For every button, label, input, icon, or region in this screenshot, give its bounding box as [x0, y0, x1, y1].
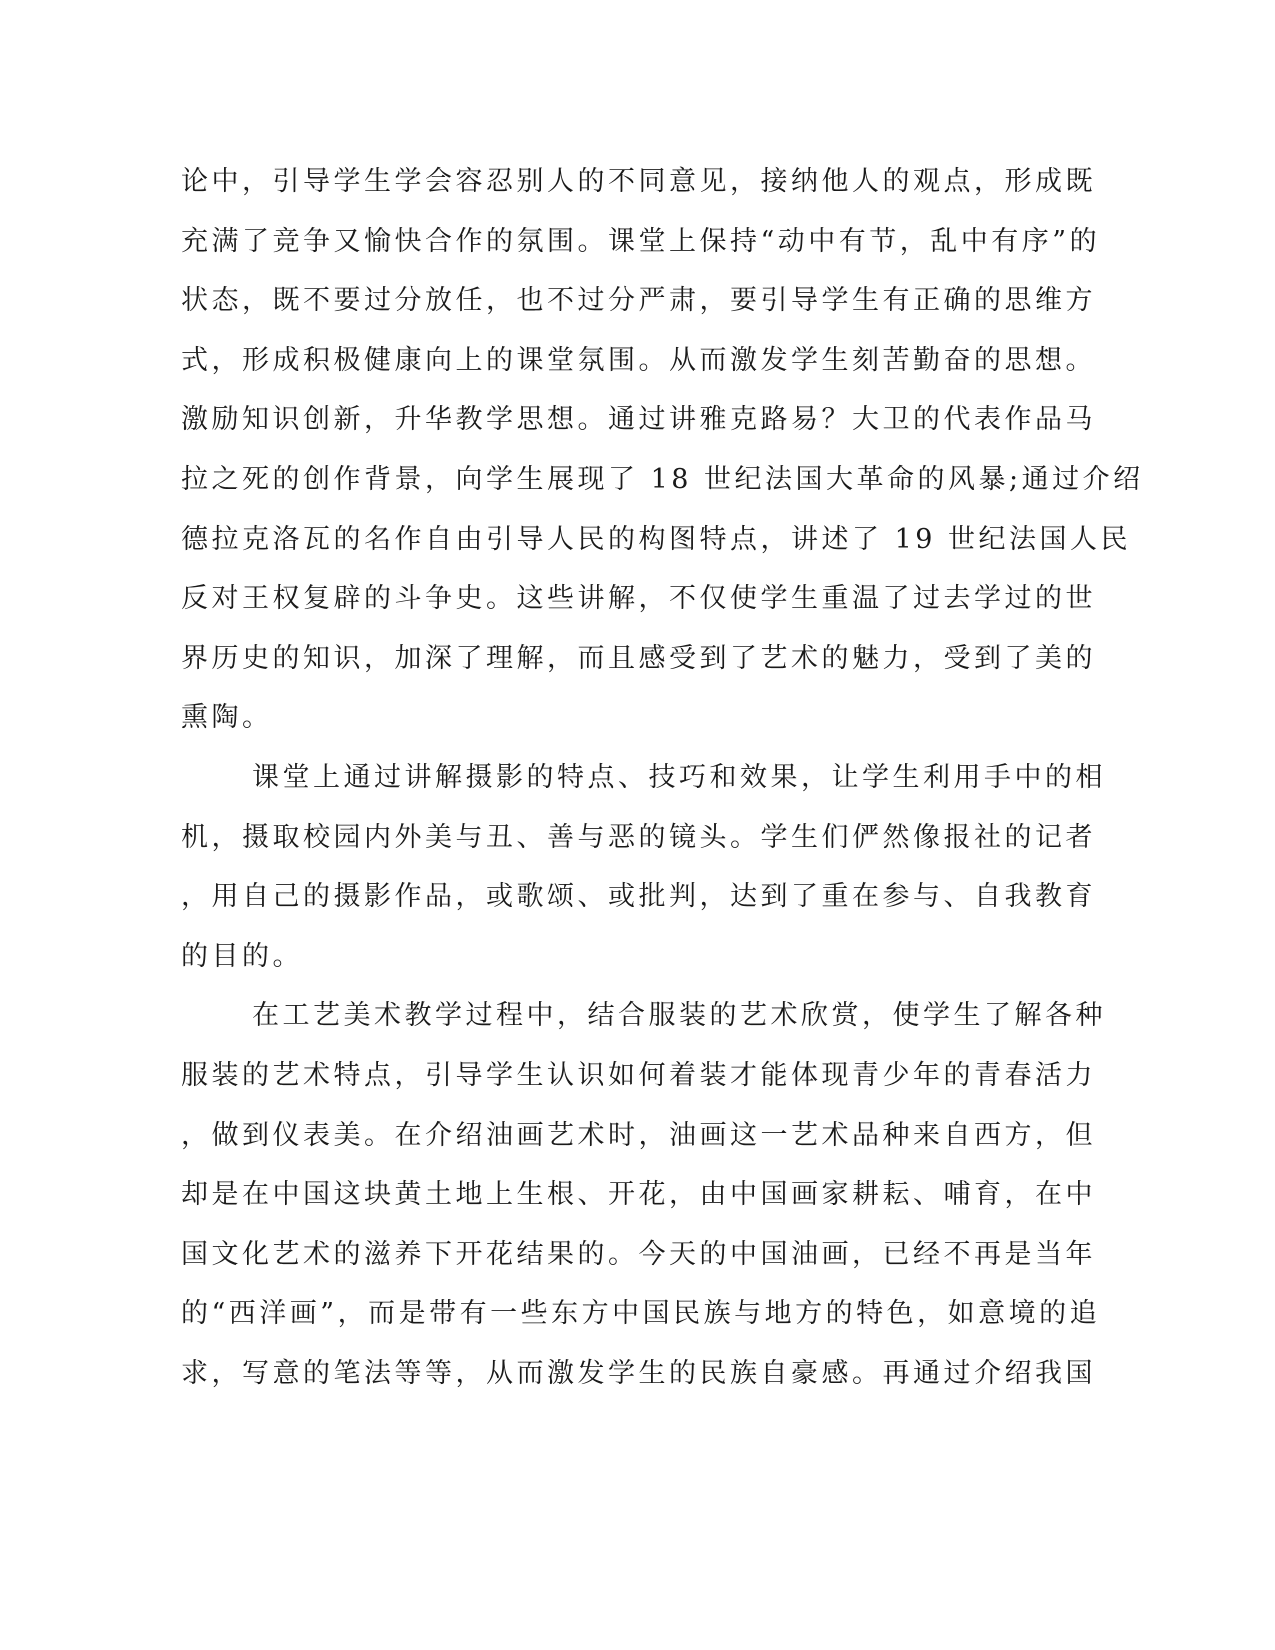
text-line: 式，形成积极健康向上的课堂氛围。从而激发学生刻苦勤奋的思想。 — [181, 344, 1096, 376]
text-line: ，用自己的摄影作品，或歌颂、或批判，达到了重在参与、自我教育 — [181, 881, 1096, 913]
text-line: 的目的。 — [181, 940, 303, 972]
text-line: ，做到仪表美。在介绍油画艺术时，油画这一艺术品种来自西方，但 — [181, 1119, 1096, 1151]
text-line: 求，写意的笔法等等，从而激发学生的民族自豪感。再通过介绍我国 — [181, 1357, 1096, 1389]
text-line: 国文化艺术的滋养下开花结果的。今天的中国油画，已经不再是当年 — [181, 1238, 1096, 1270]
text-line: 熏陶。 — [181, 702, 273, 734]
text-line: 论中，引导学生学会容忍别人的不同意见，接纳他人的观点，形成既 — [181, 166, 1096, 197]
text-line: 却是在中国这块黄土地上生根、开花，由中国画家耕耘、哺育，在中 — [181, 1179, 1096, 1211]
text-line: 充满了竞争又愉快合作的氛围。课堂上保持“动中有节，乱中有序”的 — [181, 225, 1101, 257]
text-line: 反对王权复辟的斗争史。这些讲解，不仅使学生重温了过去学过的世 — [181, 583, 1096, 615]
text-line: 界历史的知识，加深了理解，而且感受到了艺术的魅力，受到了美的 — [181, 642, 1096, 674]
text-line: 状态，既不要过分放任，也不过分严肃，要引导学生有正确的思维方 — [181, 285, 1096, 317]
body-text — [181, 162, 1144, 1413]
text-line: 激励知识创新，升华教学思想。通过讲雅克路易？大卫的代表作品马 — [181, 404, 1096, 436]
text-line: 的“西洋画”，而是带有一些东方中国民族与地方的特色，如意境的追 — [181, 1298, 1101, 1330]
paragraph-start-line: 课堂上通过讲解摄影的特点、技巧和效果，让学生利用手中的相 — [252, 761, 1106, 793]
text-line: 德拉克洛瓦的名作自由引导人民的构图特点，讲述了 19 世纪法国人民 — [181, 523, 1132, 555]
text-line: 服装的艺术特点，引导学生认识如何着装才能体现青少年的青春活力 — [181, 1059, 1096, 1091]
text-line: 机，摄取校园内外美与丑、善与恶的镜头。学生们俨然像报社的记者 — [181, 821, 1096, 853]
text-line: 拉之死的创作背景，向学生展现了 18 世纪法国大革命的风暴;通过介绍 — [181, 463, 1144, 495]
paragraph-start-line: 在工艺美术教学过程中，结合服装的艺术欣赏，使学生了解各种 — [252, 1000, 1106, 1032]
